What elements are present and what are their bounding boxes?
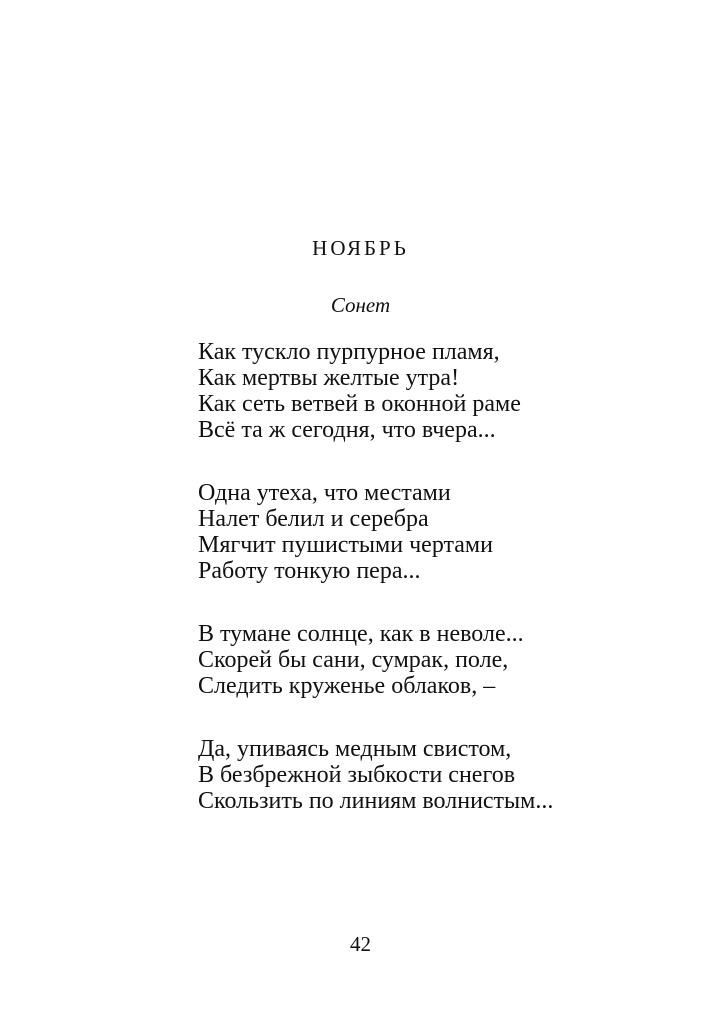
poem-line: Как мертвы желтые утра! — [198, 365, 460, 391]
poem-line: Следить круженье облаков, – — [198, 673, 496, 699]
poem-line: Одна утеха, что местами — [198, 480, 451, 506]
poem-line: В безбрежной зыбкости снегов — [198, 762, 516, 788]
poem-line: Как тускло пурпурное пламя, — [198, 339, 500, 365]
poem-line: Всё та ж сегодня, что вчера... — [198, 417, 496, 443]
stanza-3 — [198, 621, 668, 699]
stanza-4 — [198, 736, 668, 814]
stanza-2 — [198, 480, 668, 584]
poem-line: Налет белил и серебра — [198, 506, 429, 532]
stanza-1 — [198, 339, 668, 443]
poem-line: Скользить по линиям волнистым... — [198, 788, 554, 814]
poem-title: НОЯБРЬ — [312, 236, 409, 260]
poem-line: Как сеть ветвей в оконной раме — [198, 391, 521, 417]
poem-line: Да, упиваясь медным свистом, — [198, 736, 512, 762]
page-number: 42 — [350, 932, 371, 956]
poem-subtitle: Сонет — [330, 293, 391, 317]
poem-line: Мягчит пушистыми чертами — [198, 532, 493, 558]
poem-line: Скорей бы сани, сумрак, поле, — [198, 647, 509, 673]
poem-line: Работу тонкую пера... — [198, 558, 421, 584]
poem-line: В тумане солнце, как в неволе... — [198, 621, 524, 647]
